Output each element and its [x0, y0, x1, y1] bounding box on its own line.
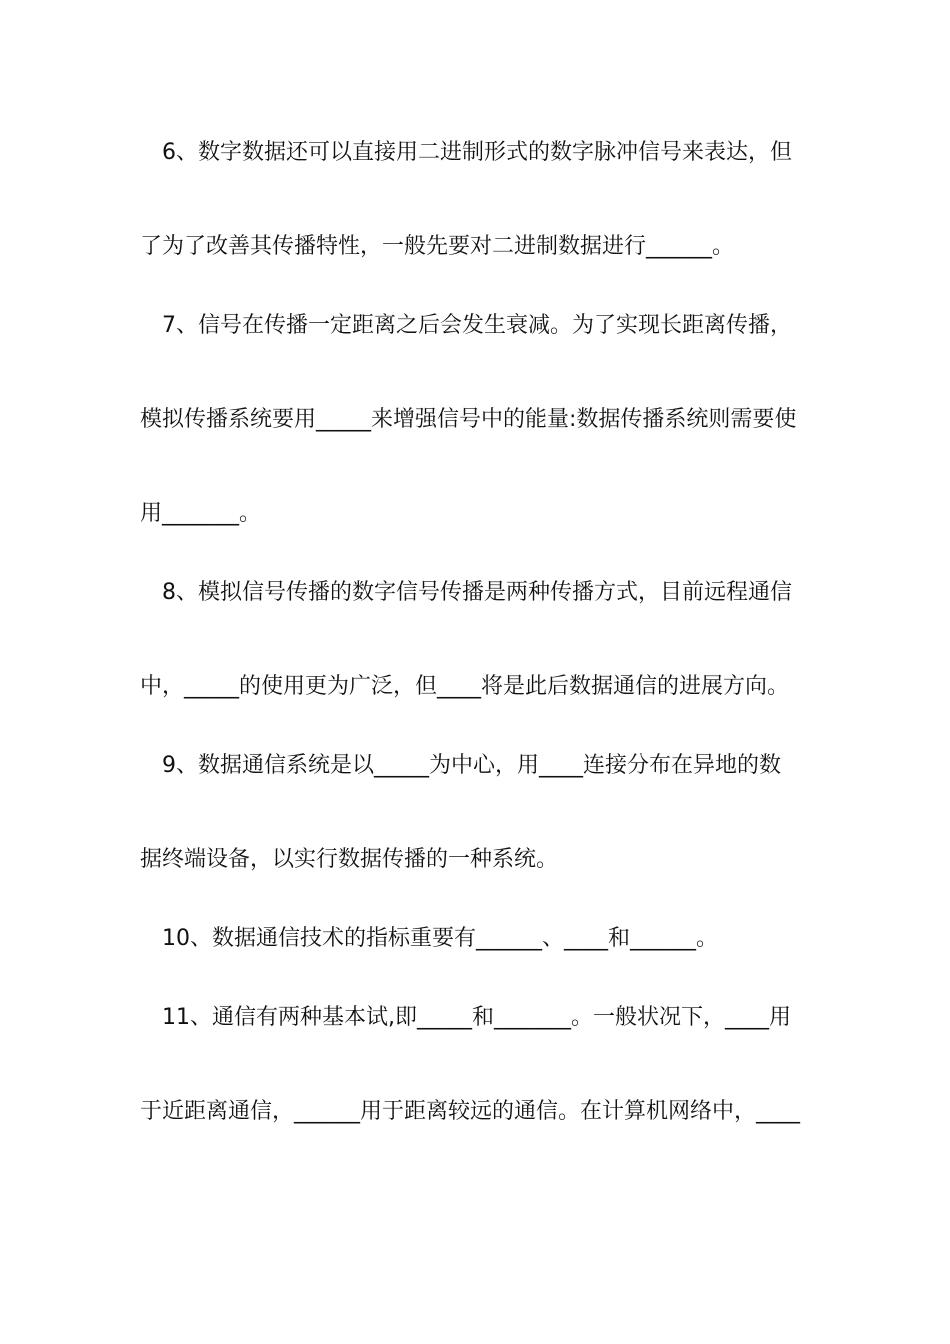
paragraph-line-q9-2: 据终端设备，以实行数据传播的一种系统。 [140, 847, 559, 872]
paragraph-line-q8-2: 中，_____的使用更为广泛，但____将是此后数据通信的进展方向。 [140, 674, 790, 699]
paragraph-line-q7-3: 用_______。 [140, 501, 262, 526]
paragraph-line-q6-2: 了为了改善其传播特性，一般先要对二进制数据进行______。 [140, 234, 735, 259]
paragraph-line-q9-1: 9、数据通信系统是以_____为中心，用____连接分布在异地的数 [162, 753, 781, 778]
paragraph-line-q10-1: 10、数据通信技术的指标重要有______、____和______。 [162, 926, 718, 951]
paragraph-line-q11-1: 11、通信有两种基本试,即_____和_______。一般状况下，____用 [162, 1005, 791, 1030]
paragraph-line-q7-2: 模拟传播系统要用_____来增强信号中的能量:数据传播系统则需要使 [140, 407, 797, 432]
paragraph-line-q11-2: 于近距离通信，______用于距离较远的通信。在计算机网络中，____ [140, 1099, 801, 1124]
paragraph-line-q6-1: 6、数字数据还可以直接用二进制形式的数字脉冲信号来表达，但 [162, 140, 792, 165]
paragraph-line-q7-1: 7、信号在传播一定距离之后会发生衰减。为了实现长距离传播， [162, 313, 792, 338]
paragraph-line-q8-1: 8、模拟信号传播的数字信号传播是两种传播方式，目前远程通信 [162, 580, 792, 605]
